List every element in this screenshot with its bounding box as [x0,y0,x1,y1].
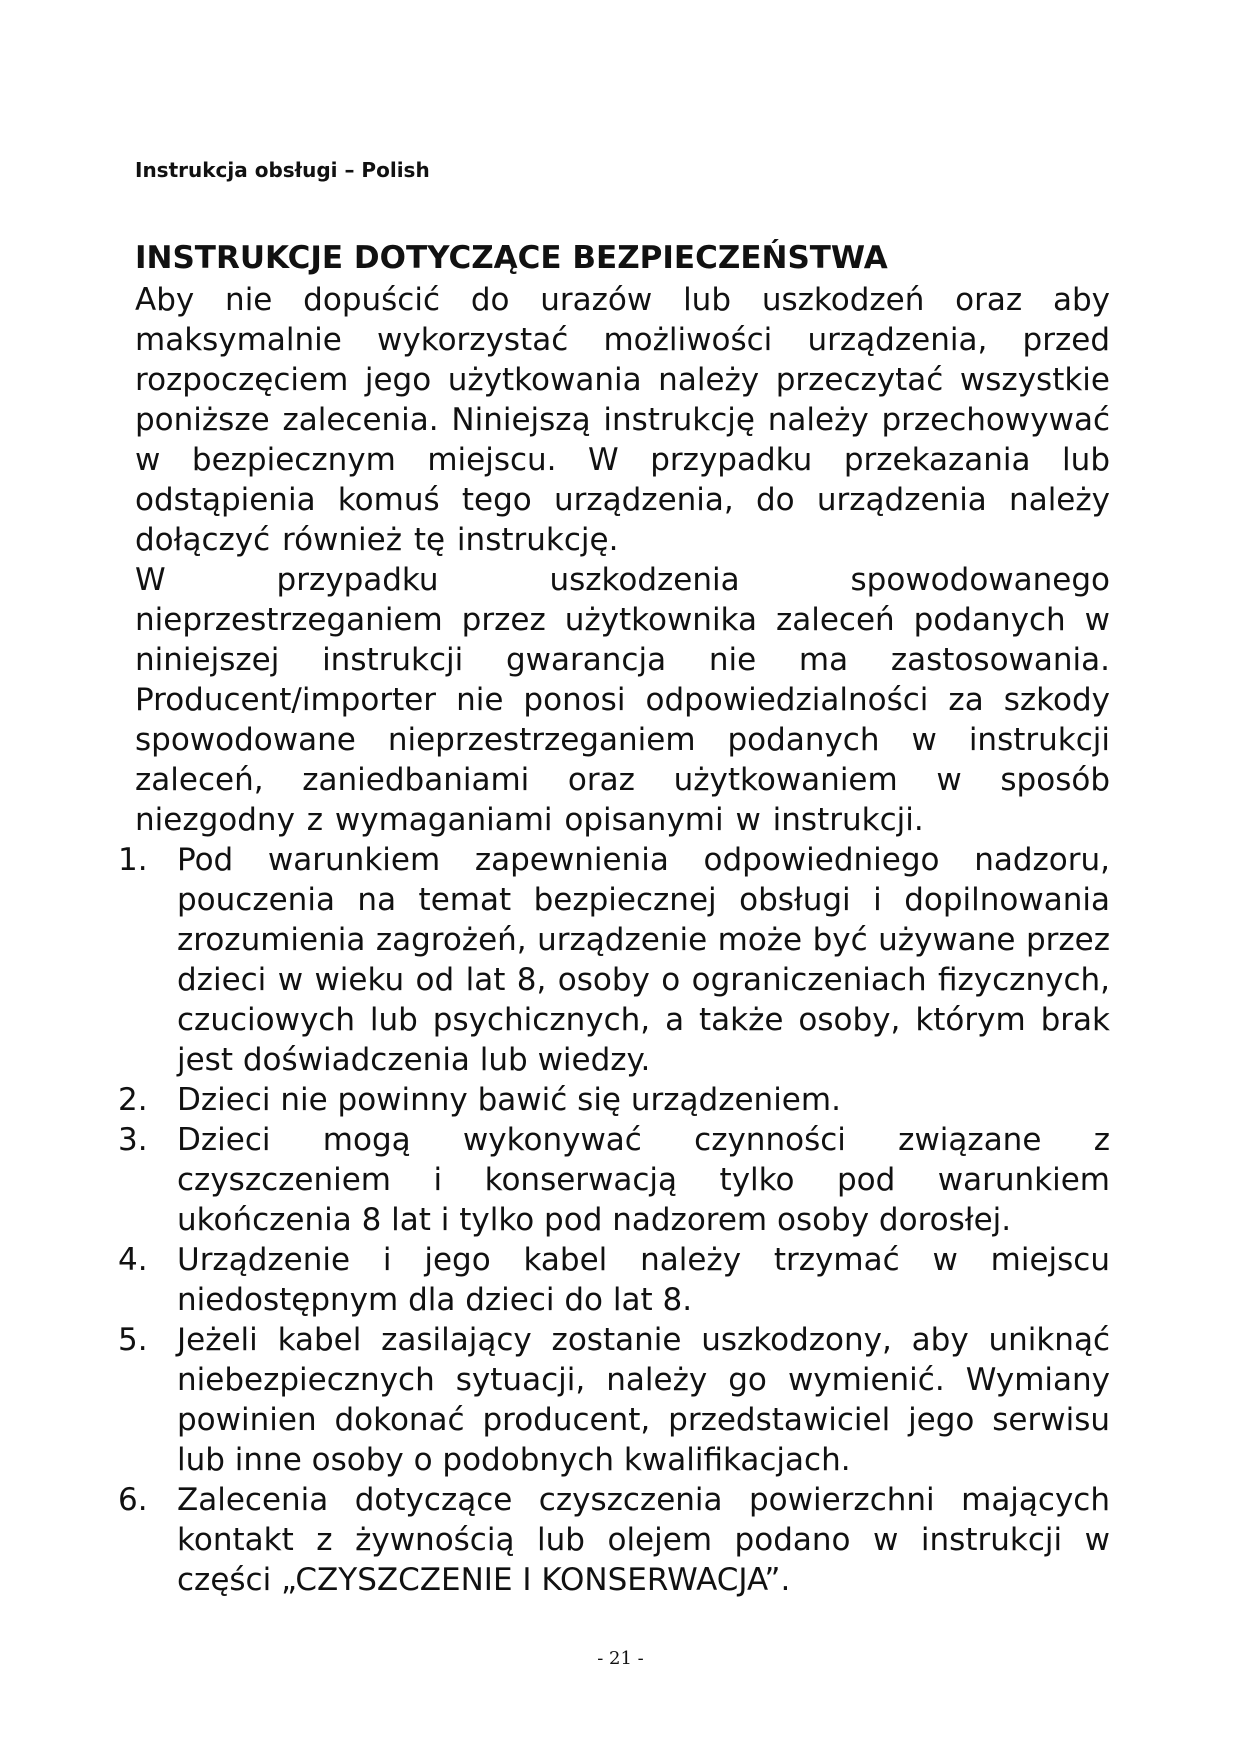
list-item-text: Dzieci nie powinny bawić się urządzeniem. [177,1082,841,1118]
list-item-number: 3. [118,1122,148,1158]
list-item-text: Jeżeli kabel zasilający zostanie uszkodzony, aby uniknąć niebezpiecznych sytuacji, należy go wymienić. Wymiany powinien dokonać producent, przedstawiciel jego serwisu lub inne osoby o podobnych kwalifikacjach. [177,1322,1110,1478]
list-item-text: Zalecenia dotyczące czyszczenia powierzchni mających kontakt z żywnością lub olejem podano w instrukcji w części „CZYSZCZENIE I KONSERWACJA”. [177,1482,1110,1598]
list-item-text: Pod warunkiem zapewnienia odpowiedniego nadzoru, pouczenia na temat bezpiecznej obsługi i dopilnowania zrozumienia zagrożeń, urządzenie może być używane przez dzieci w wieku od lat 8, osoby o ograniczeniach fizycznych, czuciowych lub psychicznych, a także osoby, którym brak jest doświadczenia lub wiedzy. [177,842,1110,1078]
page-number: - 21 - [597,1648,644,1669]
list-item [118,1240,1110,1320]
list-item-text: Dzieci mogą wykonywać czynności związane z czyszczeniem i konserwacją tylko pod warunkiem ukończenia 8 lat i tylko pod nadzorem osoby dorosłej. [177,1122,1110,1238]
list-item-number: 4. [118,1242,148,1278]
list-item [118,1480,1110,1600]
list-item-number: 2. [118,1082,148,1118]
intro-paragraph: Aby nie dopuścić do urazów lub uszkodzeń oraz aby maksymalnie wykorzystać możliwości urządzenia, przed rozpoczęciem jego użytkowania należy przeczytać wszystkie poniższe zalecenia. Niniejszą instrukcję należy przechowywać w bezpiecznym miejscu. W przypadku przekazania lub odstąpienia komuś tego urządzenia, do urządzenia należy dołączyć również tę instrukcję. [135,282,1110,558]
list-item-number: 1. [118,842,148,878]
warranty-paragraph: W przypadku uszkodzenia spowodowanego nieprzestrzeganiem przez użytkownika zaleceń podanych w niniejszej instrukcji gwarancja nie ma zastosowania. Producent/importer nie ponosi odpowiedzialności za szkody spowodowane nieprzestrzeganiem podanych w instrukcji zaleceń, zaniedbaniami oraz użytkowaniem w sposób niezgodny z wymaganiami opisanymi w instrukcji. [135,562,1110,838]
list-item [118,1320,1110,1480]
list-item-number: 5. [118,1322,148,1358]
list-item [118,840,1110,1080]
section-title: INSTRUKCJE DOTYCZĄCE BEZPIECZEŃSTWA [135,240,888,276]
document-body [118,280,1110,1600]
page-header: Instrukcja obsługi – Polish [135,158,430,182]
safety-list [118,840,1110,1600]
list-item [118,1120,1110,1240]
list-item [118,1080,1110,1120]
list-item-number: 6. [118,1482,148,1518]
list-item-text: Urządzenie i jego kabel należy trzymać w miejscu niedostępnym dla dzieci do lat 8. [177,1242,1110,1318]
